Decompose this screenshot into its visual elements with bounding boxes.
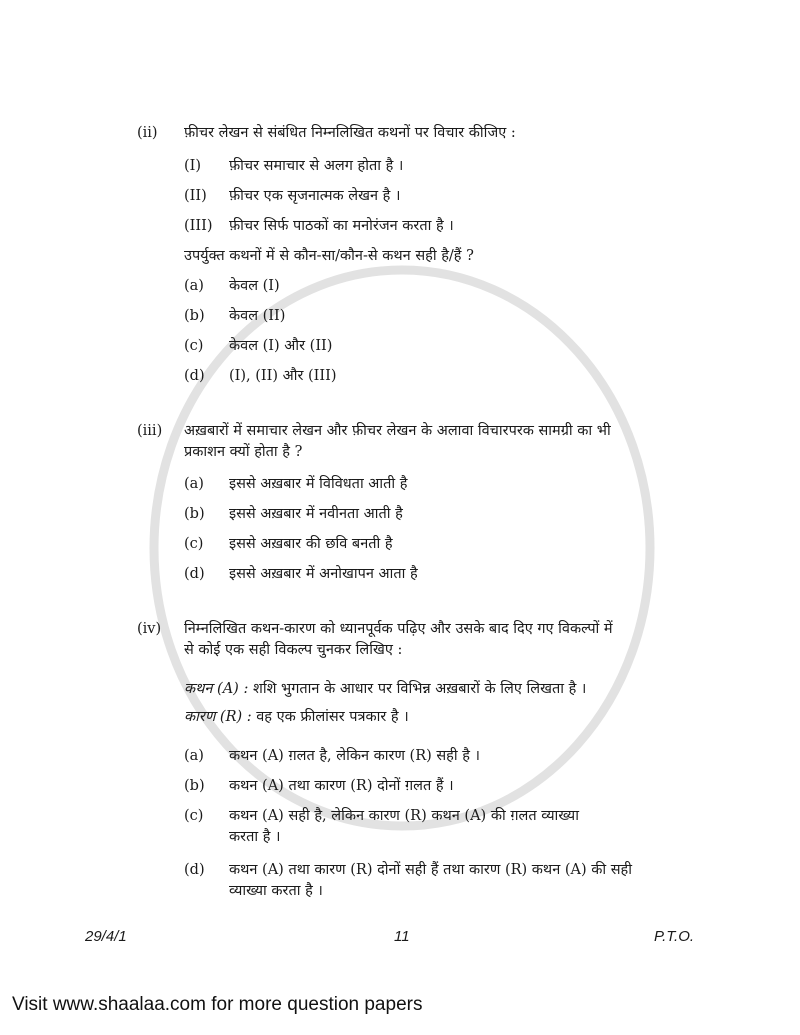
- question-iv: [137, 619, 800, 902]
- question-ii: [137, 123, 800, 387]
- question-text: प्रकाशन क्यों होता है ?: [184, 444, 303, 460]
- option-text: इससे अख़बार में अनोखापन आता है: [229, 566, 418, 582]
- option-label: (a): [184, 278, 204, 294]
- option-label: (b): [184, 778, 205, 794]
- reason-label: कारण (R) :: [184, 709, 252, 725]
- assertion-text: शशि भुगतान के आधार पर विभिन्न अख़बारों के लिए लिखता है ।: [252, 681, 587, 697]
- option-label: (a): [184, 476, 204, 492]
- statement-text: फ़ीचर समाचार से अलग होता है ।: [229, 158, 404, 174]
- option-label: (c): [184, 338, 204, 354]
- assertion: [184, 679, 675, 700]
- assertion-label: कथन (A) :: [184, 681, 249, 697]
- option-text: (I), (II) और (III): [229, 368, 337, 384]
- statement-label: (III): [184, 218, 213, 234]
- option-label: (b): [184, 308, 205, 324]
- option-text: कथन (A) तथा कारण (R) दोनों ग़लत हैं ।: [229, 778, 454, 794]
- question-prompt: उपर्युक्त कथनों में से कौन-सा/कौन-से कथन सही है/हैं ?: [184, 248, 474, 264]
- option-label: (c): [184, 536, 204, 552]
- option-label: (d): [184, 368, 205, 384]
- reason-text: वह एक फ्रीलांसर पत्रकार है ।: [256, 709, 409, 725]
- option-text: कथन (A) ग़लत है, लेकिन कारण (R) सही है ।: [229, 748, 481, 764]
- page-number: 11: [394, 928, 410, 945]
- pto-label: P.T.O.: [654, 928, 695, 945]
- option-text-cont: व्याख्या करता है ।: [229, 883, 323, 899]
- question-text: से कोई एक सही विकल्प चुनकर लिखिए :: [184, 642, 403, 658]
- question-text: अख़बारों में समाचार लेखन और फ़ीचर लेखन के अलावा विचारपरक सामग्री का भी: [184, 423, 611, 439]
- statement-label: (II): [184, 188, 207, 204]
- visit-shaalaa-link[interactable]: Visit www.shaalaa.com for more question papers: [12, 994, 423, 1015]
- option-text: इससे अख़बार की छवि बनती है: [229, 536, 393, 552]
- option-label: (c): [184, 808, 204, 824]
- question-text: फ़ीचर लेखन से संबंधित निम्नलिखित कथनों पर विचार कीजिए :: [184, 125, 516, 141]
- reason: [184, 707, 675, 728]
- question-number: (iv): [137, 621, 162, 637]
- option-text-cont: करता है ।: [229, 829, 281, 845]
- question-number: (iii): [137, 423, 163, 439]
- question-iii: [137, 421, 800, 585]
- option-label: (b): [184, 506, 205, 522]
- option-text: कथन (A) तथा कारण (R) दोनों सही हैं तथा कारण (R) कथन (A) की सही: [229, 862, 633, 878]
- option-text: इससे अख़बार में विविधता आती है: [229, 476, 408, 492]
- option-label: (d): [184, 862, 205, 878]
- option-text: केवल (II): [229, 308, 286, 324]
- option-text: केवल (I) और (II): [229, 338, 333, 354]
- statement-text: फ़ीचर सिर्फ पाठकों का मनोरंजन करता है ।: [229, 218, 454, 234]
- statement-text: फ़ीचर एक सृजनात्मक लेखन है ।: [229, 188, 401, 204]
- statement-label: (I): [184, 158, 202, 174]
- option-label: (a): [184, 748, 204, 764]
- page-footer: [0, 928, 800, 950]
- option-text: कथन (A) सही है, लेकिन कारण (R) कथन (A) की ग़लत व्याख्या: [229, 808, 579, 824]
- option-text: इससे अख़बार में नवीनता आती है: [229, 506, 403, 522]
- question-number: (ii): [137, 125, 158, 141]
- option-text: केवल (I): [229, 278, 280, 294]
- question-text: निम्नलिखित कथन-कारण को ध्यानपूर्वक पढ़िए और उसके बाद दिए गए विकल्पों में: [184, 621, 613, 637]
- option-label: (d): [184, 566, 205, 582]
- paper-code: 29/4/1: [85, 928, 127, 945]
